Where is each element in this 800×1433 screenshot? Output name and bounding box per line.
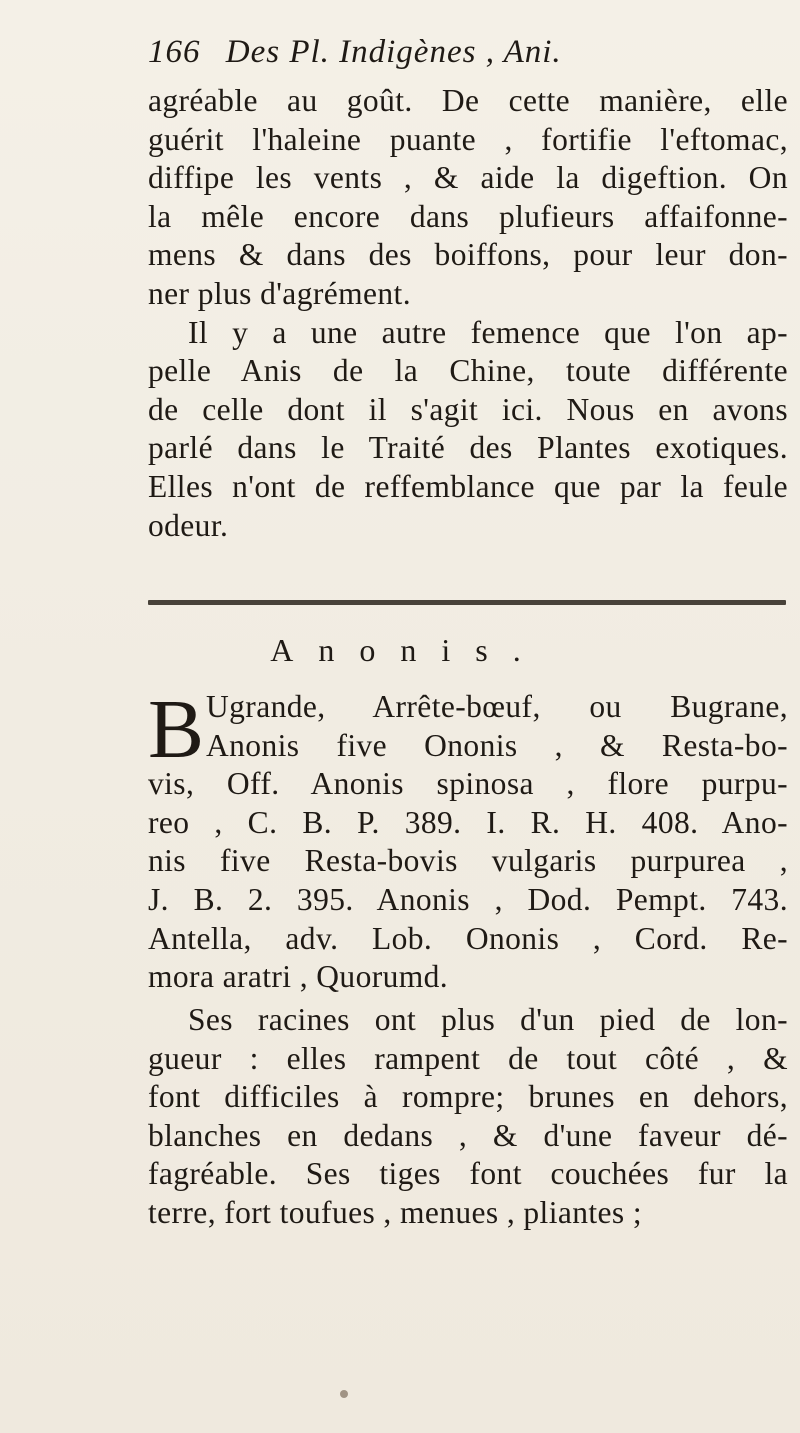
text-line: agréable au goût. De cette manière, elle <box>148 83 788 118</box>
paragraph-anis-usage <box>148 82 788 545</box>
text-line: odeur. <box>148 507 229 543</box>
text-line: ner plus d'agrément. <box>148 275 411 311</box>
page-number: 166 <box>148 34 201 70</box>
text-line: diffipe les vents , & aide la digeftion. On <box>148 160 788 196</box>
text-line: vis, Off. Anonis spinosa , flore purpu- <box>148 766 788 802</box>
drop-cap: B <box>148 683 205 776</box>
running-title: Des Pl. Indigènes , Ani. <box>225 34 562 70</box>
section-divider-rule <box>148 600 786 605</box>
text-line: terre, fort toufues , menues , pliantes ; <box>148 1194 643 1230</box>
text-line: J. B. 2. 395. Anonis , Dod. Pempt. 743. <box>148 881 788 917</box>
text-line: fagréable. Ses tiges font couchées fur la <box>148 1156 788 1192</box>
text-line: la mêle encore dans plufieurs affaifonne- <box>148 198 788 234</box>
ink-smudge <box>340 1390 348 1398</box>
text-line: de celle dont il s'agit ici. Nous en avons <box>148 391 788 427</box>
section-title: Anonis. <box>270 632 546 668</box>
text-line: nis five Resta-bovis vulgaris purpurea , <box>148 843 788 879</box>
running-head <box>148 34 788 71</box>
text-line: Elles n'ont de reffemblance que par la feule <box>148 468 788 504</box>
text-line: gueur : elles rampent de tout côté , & <box>148 1040 788 1076</box>
text-line: mora aratri , Quorumd. <box>148 959 449 995</box>
text-line: Ses racines ont plus d'un pied de lon- <box>188 1002 788 1037</box>
text-line: mens & dans des boiffons, pour leur don- <box>148 237 788 273</box>
text-line: blanches en dedans , & d'une faveur dé- <box>148 1117 788 1153</box>
text-line: reo , C. B. P. 389. I. R. H. 408. Ano- <box>148 804 788 840</box>
text-line: parlé dans le Traité des Plantes exotiques. <box>148 430 788 466</box>
text-line: font difficiles à rompre; brunes en dehors, <box>148 1079 788 1115</box>
text-line: guérit l'haleine puante , fortifie l'eftomac, <box>148 121 788 157</box>
paragraph-anonis-description <box>148 1001 788 1233</box>
text-line: Ugrande, Arrête-bœuf, ou Bugrane, <box>206 689 788 724</box>
text-line: Il y a une autre femence que l'on ap- <box>188 314 788 350</box>
text-line: pelle Anis de la Chine, toute différente <box>148 353 788 389</box>
text-line: Antella, adv. Lob. Ononis , Cord. Re- <box>148 920 788 956</box>
text-line: Anonis five Ononis , & Resta-bo- <box>206 727 788 763</box>
paragraph-anonis-synonyms <box>148 683 788 997</box>
